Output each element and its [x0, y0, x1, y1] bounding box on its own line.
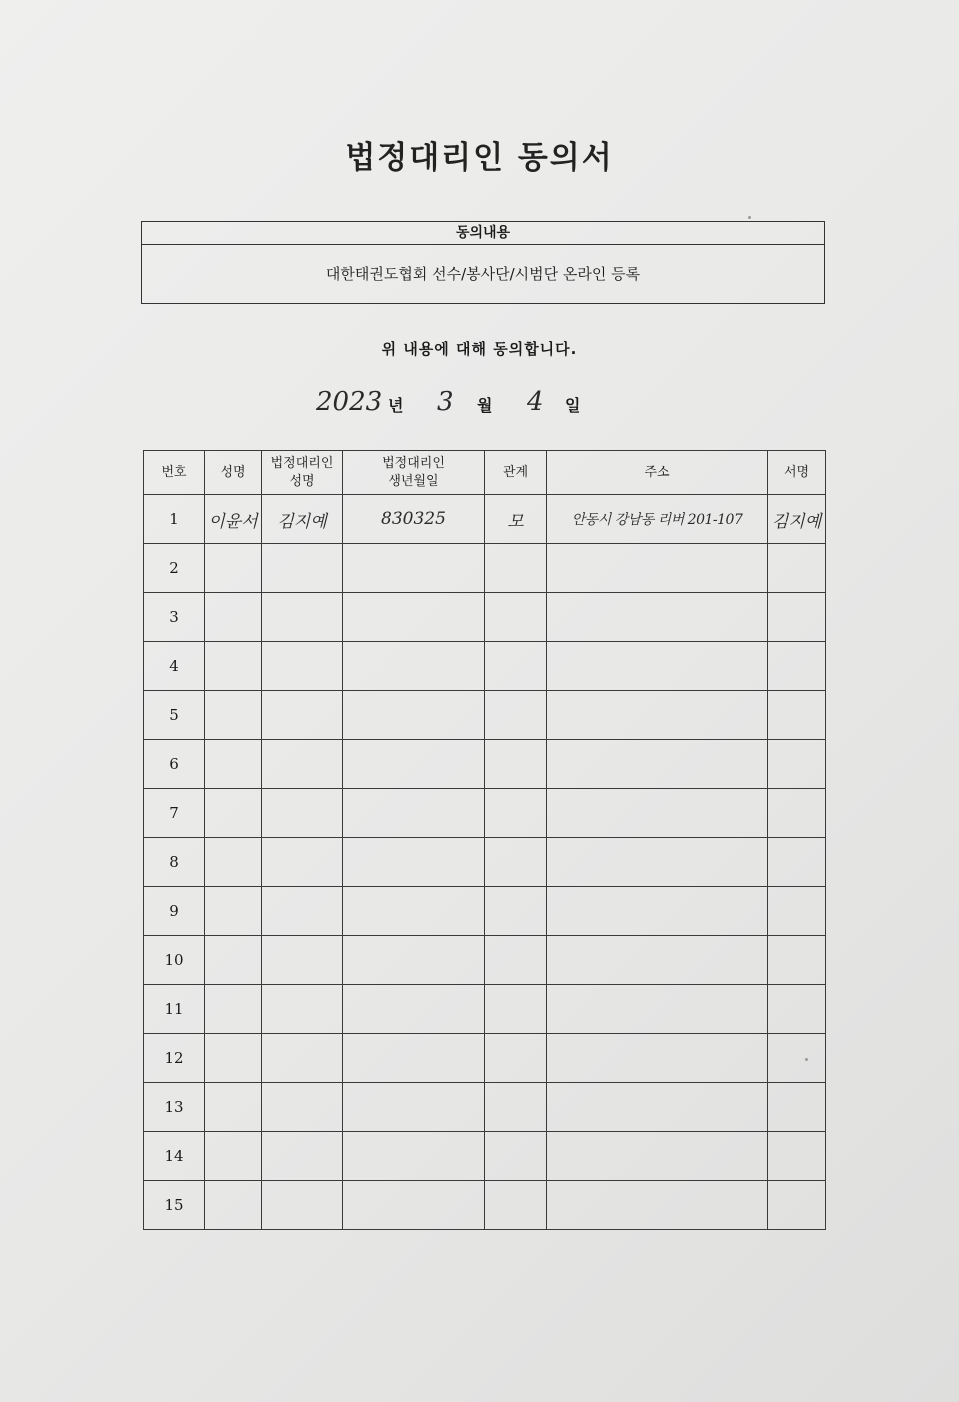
- cell-name: [205, 740, 262, 789]
- date-year: 2023: [316, 387, 383, 417]
- table-row: [144, 642, 826, 691]
- cell-guardian-name: [262, 838, 343, 887]
- guardian-roster-table: [143, 450, 826, 1230]
- table-row: [144, 887, 826, 936]
- cell-name: [205, 593, 262, 642]
- cell-guardian-birth: [343, 1181, 485, 1230]
- header-guardian-birth: 법정대리인 생년월일: [343, 451, 485, 495]
- cell-number: 2: [144, 544, 205, 593]
- cell-address: [547, 887, 768, 936]
- cell-relation: [485, 838, 547, 887]
- cell-number: 11: [144, 985, 205, 1034]
- cell-guardian-birth: [343, 936, 485, 985]
- cell-number: 9: [144, 887, 205, 936]
- cell-guardian-birth: [343, 1132, 485, 1181]
- cell-name: [205, 887, 262, 936]
- table-row: [144, 1181, 826, 1230]
- cell-address: [547, 1181, 768, 1230]
- cell-relation: [485, 1034, 547, 1083]
- date-month-unit: 월: [477, 396, 493, 415]
- consent-header: 동의내용: [142, 222, 824, 245]
- cell-signature: [768, 887, 826, 936]
- date-month: 3: [437, 387, 454, 417]
- table-row: [144, 1132, 826, 1181]
- cell-guardian-birth: [343, 789, 485, 838]
- paper-speck: [748, 216, 751, 219]
- cell-address: [547, 740, 768, 789]
- table-row: [144, 985, 826, 1034]
- agreement-statement: 위 내용에 대해 동의합니다.: [381, 340, 578, 358]
- cell-name: [205, 642, 262, 691]
- cell-guardian-birth: [343, 1083, 485, 1132]
- cell-guardian-name: [262, 544, 343, 593]
- cell-guardian-birth: [343, 593, 485, 642]
- cell-address: [547, 544, 768, 593]
- cell-name: [205, 789, 262, 838]
- cell-guardian-name: [262, 985, 343, 1034]
- cell-guardian-name: [262, 740, 343, 789]
- cell-relation: [485, 789, 547, 838]
- cell-name: [205, 544, 262, 593]
- cell-name: [205, 936, 262, 985]
- cell-address: [547, 789, 768, 838]
- cell-signature: [768, 985, 826, 1034]
- cell-signature: [768, 936, 826, 985]
- date-day: 4: [527, 387, 544, 417]
- cell-signature: [768, 838, 826, 887]
- table-row: [144, 740, 826, 789]
- cell-number: 4: [144, 642, 205, 691]
- cell-address: [547, 642, 768, 691]
- cell-relation: [485, 691, 547, 740]
- cell-number: 6: [144, 740, 205, 789]
- cell-number: 7: [144, 789, 205, 838]
- cell-guardian-birth: [343, 838, 485, 887]
- document-title: 법정대리인 동의서: [345, 140, 614, 176]
- cell-address: [547, 593, 768, 642]
- cell-number: 10: [144, 936, 205, 985]
- cell-signature: [768, 1083, 826, 1132]
- date-day-unit: 일: [565, 396, 581, 415]
- cell-relation: 모: [485, 495, 547, 544]
- cell-name: [205, 1132, 262, 1181]
- header-relation: 관계: [485, 451, 547, 495]
- cell-signature: [768, 1181, 826, 1230]
- cell-name: [205, 985, 262, 1034]
- cell-name: [205, 838, 262, 887]
- consent-body: 대한태권도협회 선수/봉사단/시범단 온라인 등록: [325, 265, 641, 283]
- cell-guardian-birth: [343, 985, 485, 1034]
- cell-number: 1: [144, 495, 205, 544]
- cell-name: 이윤서: [205, 495, 262, 544]
- cell-address: 안동시 강남동 리버 201-107: [547, 495, 768, 544]
- cell-relation: [485, 642, 547, 691]
- cell-name: [205, 1181, 262, 1230]
- cell-address: [547, 691, 768, 740]
- cell-signature: [768, 642, 826, 691]
- cell-address: [547, 985, 768, 1034]
- table-row: [144, 593, 826, 642]
- cell-signature: [768, 593, 826, 642]
- header-address: 주소: [547, 451, 768, 495]
- cell-guardian-name: [262, 789, 343, 838]
- cell-relation: [485, 593, 547, 642]
- cell-guardian-name: [262, 642, 343, 691]
- cell-name: [205, 691, 262, 740]
- table-row: [144, 1083, 826, 1132]
- cell-relation: [485, 1083, 547, 1132]
- table-row: [144, 544, 826, 593]
- cell-signature: [768, 1034, 826, 1083]
- consent-content-box: [141, 221, 825, 304]
- cell-number: 3: [144, 593, 205, 642]
- cell-address: [547, 838, 768, 887]
- cell-relation: [485, 740, 547, 789]
- cell-relation: [485, 1132, 547, 1181]
- cell-number: 12: [144, 1034, 205, 1083]
- cell-guardian-birth: [343, 1034, 485, 1083]
- cell-guardian-name: [262, 593, 343, 642]
- cell-signature: 김지예: [768, 495, 826, 544]
- table-row: [144, 691, 826, 740]
- table-row: [144, 838, 826, 887]
- cell-guardian-name: [262, 1181, 343, 1230]
- cell-guardian-name: [262, 1034, 343, 1083]
- cell-guardian-name: [262, 1083, 343, 1132]
- cell-signature: [768, 544, 826, 593]
- cell-number: 13: [144, 1083, 205, 1132]
- cell-relation: [485, 887, 547, 936]
- cell-number: 5: [144, 691, 205, 740]
- cell-relation: [485, 544, 547, 593]
- cell-name: [205, 1034, 262, 1083]
- cell-number: 15: [144, 1181, 205, 1230]
- cell-relation: [485, 1181, 547, 1230]
- header-number: 번호: [144, 451, 205, 495]
- cell-address: [547, 1034, 768, 1083]
- date-year-unit: 년: [388, 396, 404, 415]
- table-row: [144, 1034, 826, 1083]
- cell-relation: [485, 936, 547, 985]
- cell-number: 8: [144, 838, 205, 887]
- cell-number: 14: [144, 1132, 205, 1181]
- cell-relation: [485, 985, 547, 1034]
- cell-guardian-birth: [343, 740, 485, 789]
- cell-address: [547, 936, 768, 985]
- cell-signature: [768, 691, 826, 740]
- date-line: [0, 385, 959, 425]
- header-guardian-name: 법정대리인 성명: [262, 451, 343, 495]
- table-row: [144, 495, 826, 544]
- cell-signature: [768, 740, 826, 789]
- cell-guardian-name: [262, 936, 343, 985]
- header-signature: 서명: [768, 451, 826, 495]
- cell-name: [205, 1083, 262, 1132]
- cell-address: [547, 1132, 768, 1181]
- cell-guardian-birth: [343, 887, 485, 936]
- cell-signature: [768, 1132, 826, 1181]
- cell-guardian-name: [262, 887, 343, 936]
- header-name: 성명: [205, 451, 262, 495]
- cell-guardian-birth: [343, 691, 485, 740]
- cell-guardian-birth: 830325: [343, 495, 485, 544]
- cell-guardian-name: [262, 1132, 343, 1181]
- cell-guardian-birth: [343, 642, 485, 691]
- table-header-row: [144, 451, 826, 495]
- cell-signature: [768, 789, 826, 838]
- cell-address: [547, 1083, 768, 1132]
- cell-guardian-name: [262, 691, 343, 740]
- table-row: [144, 936, 826, 985]
- cell-guardian-birth: [343, 544, 485, 593]
- cell-guardian-name: 김지예: [262, 495, 343, 544]
- paper-speck: [805, 1058, 808, 1061]
- table-row: [144, 789, 826, 838]
